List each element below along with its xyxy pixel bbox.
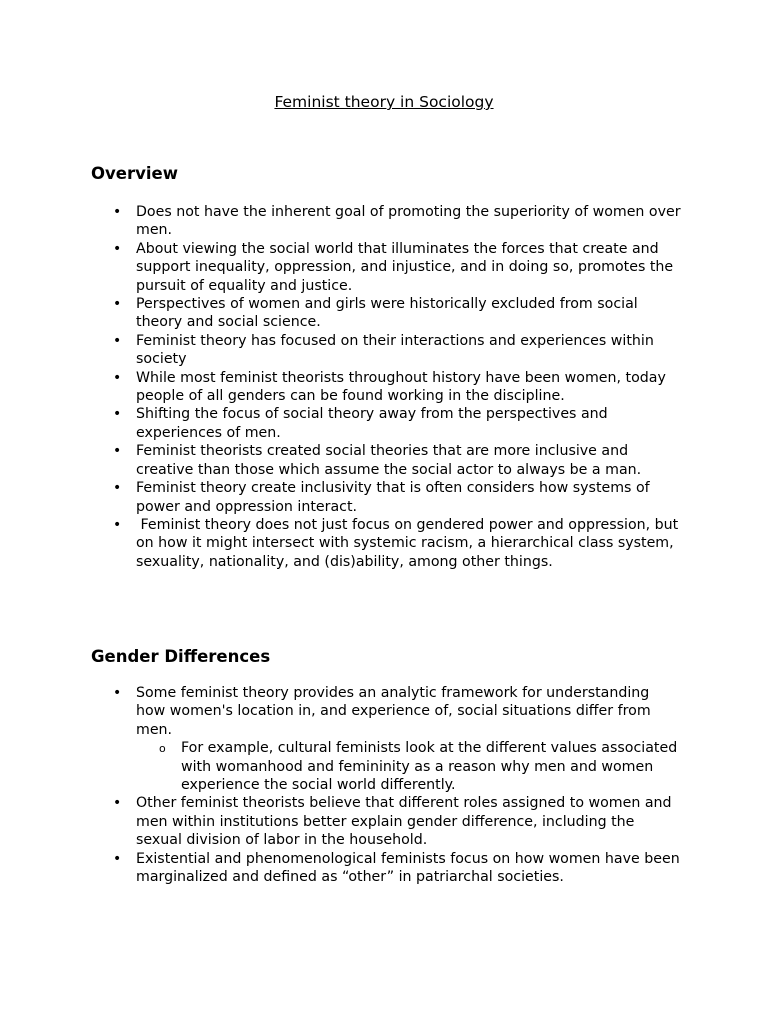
bullet-icon: • xyxy=(113,516,122,533)
list-item-text: Does not have the inherent goal of promoting the superiority of women over men. xyxy=(136,204,681,239)
list-item xyxy=(0,295,681,332)
sub-list xyxy=(136,739,681,794)
list-item xyxy=(0,369,681,406)
list-item-text: Existential and phenomenological feminists focus on how women have been marginalized and defined as “other” in patriarchal societies. xyxy=(136,850,680,886)
gender-differences-heading: Gender Differences xyxy=(91,647,271,666)
list-item xyxy=(0,684,681,794)
list-item xyxy=(0,442,681,479)
list-item-text: Perspectives of women and girls were historically excluded from social theory and social science. xyxy=(136,296,638,331)
list-item-text: About viewing the social world that illuminates the forces that create and support inequality, oppression, and injustice, and in doing so, promotes the pursuit of equality and justice. xyxy=(136,240,674,294)
list-item-text: Feminist theory does not just focus on gendered power and oppression, but on how it might intersect with systemic racism, a hierarchical class system, sexuality, nationality, and (dis)ability, among other things. xyxy=(136,516,683,570)
sub-list-item-text: For example, cultural feminists look at the different values associated with womanhood and femininity as a reason why men and women experience the social world differently. xyxy=(181,740,678,794)
list-item xyxy=(0,405,681,442)
list-item-text: Feminist theory create inclusivity that is often considers how systems of power and oppression interact. xyxy=(136,480,650,515)
list-item-text: Shifting the focus of social theory away from the perspectives and experiences of men. xyxy=(136,406,608,441)
list-item xyxy=(0,516,681,571)
bullet-icon: • xyxy=(113,406,122,423)
bullet-icon: • xyxy=(113,296,122,313)
bullet-icon: • xyxy=(113,204,122,220)
bullet-icon: • xyxy=(113,685,122,701)
list-item xyxy=(0,332,681,369)
circle-bullet-icon: o xyxy=(159,742,166,756)
bullet-icon: • xyxy=(113,795,122,812)
overview-list xyxy=(0,203,768,571)
list-item xyxy=(0,479,681,516)
bullet-icon: • xyxy=(113,240,122,257)
list-item-text: Other feminist theorists believe that different roles assigned to women and men within institutions better explain gender difference, including the sexual division of labor in the household. xyxy=(136,795,672,849)
bullet-icon: • xyxy=(113,332,122,349)
list-item xyxy=(0,850,681,887)
list-item xyxy=(0,794,681,849)
bullet-icon: • xyxy=(113,850,122,867)
bullet-icon: • xyxy=(113,369,122,386)
list-item-text: Feminist theorists created social theories that are more inclusive and creative than those which assume the social actor to always be a man. xyxy=(136,443,642,478)
document-title: Feminist theory in Sociology xyxy=(274,93,494,111)
list-item-text: While most feminist theorists throughout history have been women, today people of all genders can be found working in the discipline. xyxy=(136,369,666,405)
gender-differences-list xyxy=(0,684,768,886)
bullet-icon: • xyxy=(113,443,122,460)
list-item xyxy=(0,203,681,240)
list-item-text: Some feminist theory provides an analytic framework for understanding how women's location in, and experience of, social situations differ from men. xyxy=(136,685,651,738)
overview-heading: Overview xyxy=(91,164,178,183)
list-item-text: Feminist theory has focused on their interactions and experiences within society xyxy=(136,332,654,368)
sub-list-item xyxy=(136,739,681,794)
list-item xyxy=(0,240,681,295)
bullet-icon: • xyxy=(113,480,122,497)
